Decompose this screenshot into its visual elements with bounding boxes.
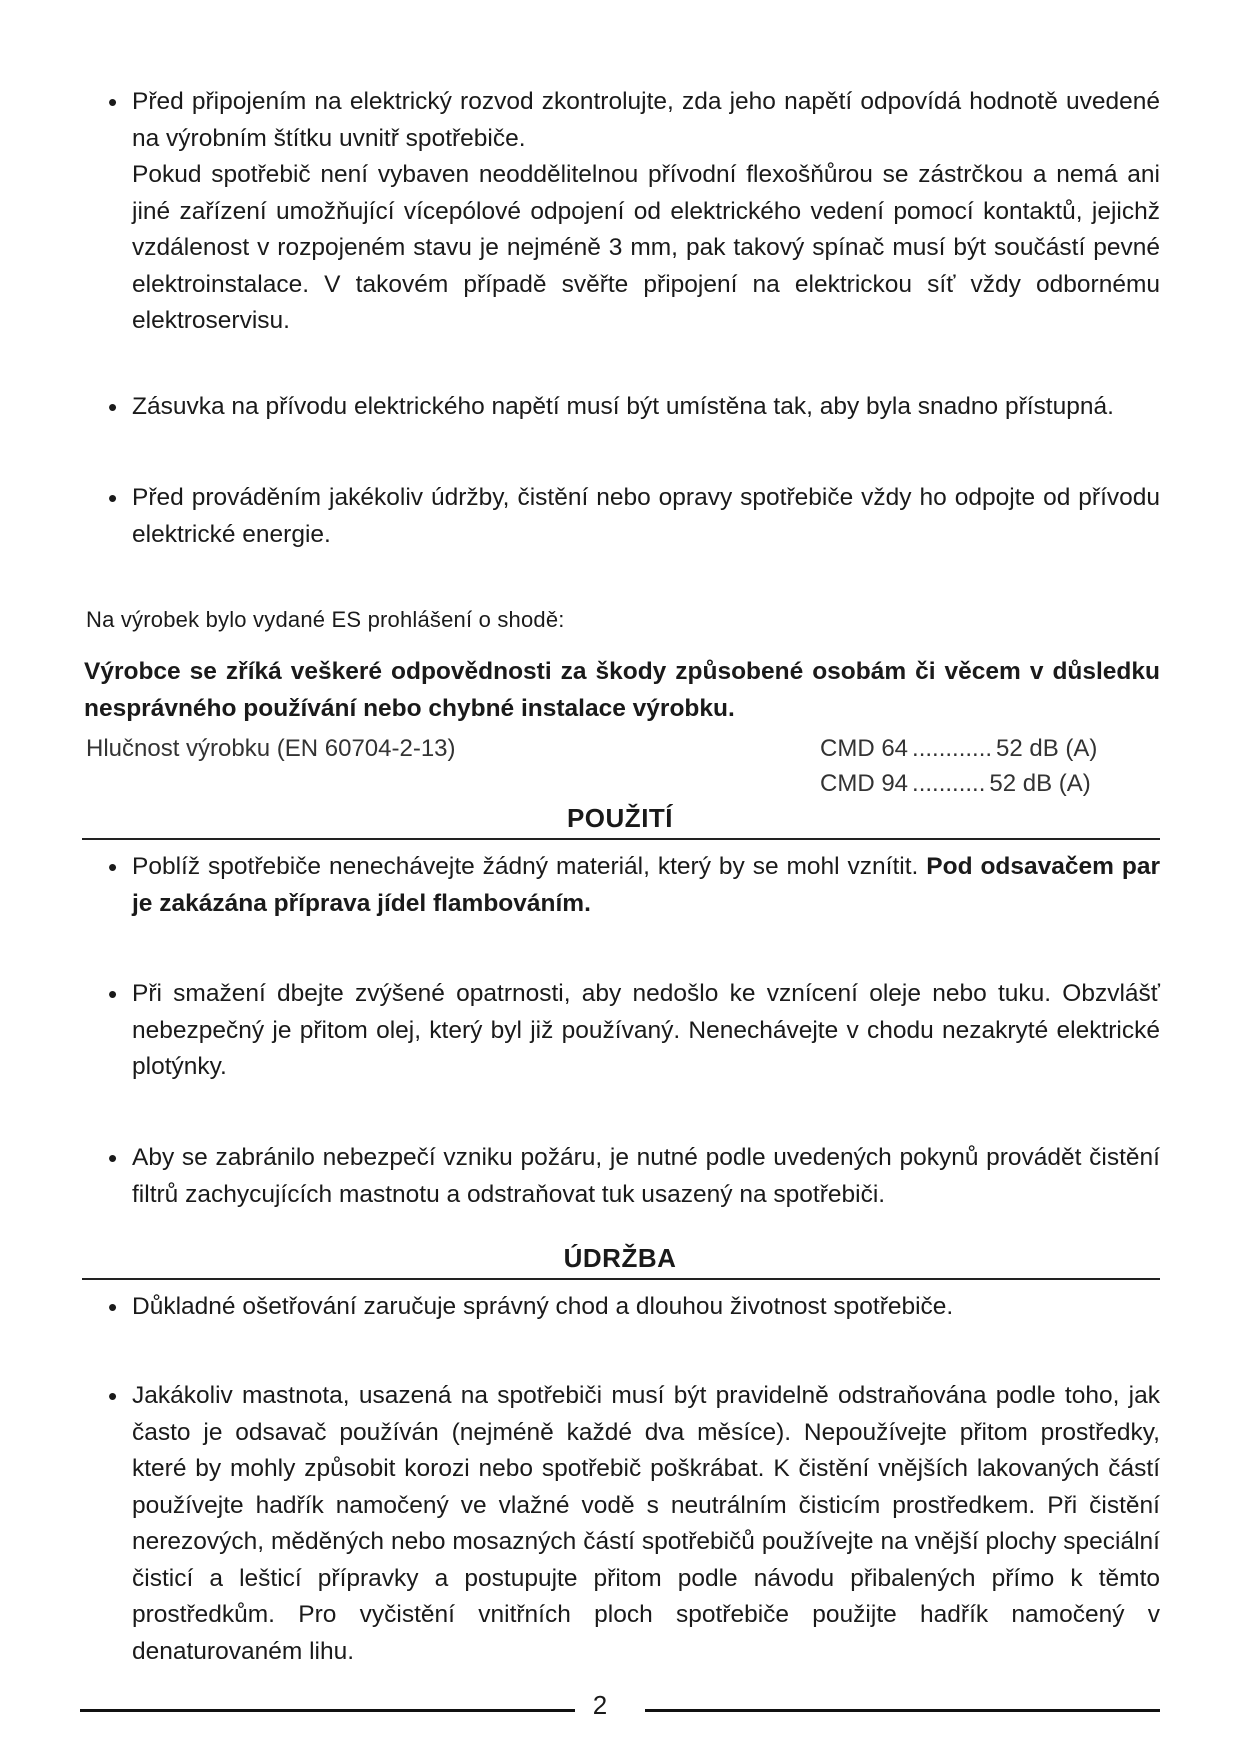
power-disconnect-text: Pokud spotřebič není vybaven neoddělitelnou přívodní flexošňůrou se zástrčkou a nemá ani jiné zařízení umožňující vícepólové odpojení od elektrického vedení pomocí kontaktů, jejichž vzdálenost v rozpojeném stavu je nejméně 3 mm, pak takový spínač musí být součástí pevné elektroinstalace. V takovém případě svěřte připojení na elektrickou síť vždy odbornému elektroservisu.: [132, 161, 1160, 334]
bullet-dot: •: [108, 483, 118, 513]
frying-text: Při smažení dbejte zvýšené opatrnosti, aby nedošlo ke vznícení oleje nebo tuku. Obzvlášť nebezpečný je přitom olej, který byl již používaný. Nenechávejte v chodu nezakryté elektrické plotýnky.: [132, 980, 1160, 1080]
noise-value: 52 dB (A): [996, 735, 1098, 762]
footer-rule-right: [645, 1709, 1160, 1712]
noise-dots: ...........: [912, 770, 986, 797]
noise-row-cmd94: [820, 770, 1091, 798]
noise-model: CMD 64: [820, 735, 909, 762]
noise-label: Hlučnost výrobku (EN 60704-2-13): [86, 735, 456, 762]
bullet-dot: •: [108, 1292, 118, 1322]
disconnect-text: Před prováděním jakékoliv údržby, čistění nebo opravy spotřebiče vždy ho odpojte od přívodu elektrické energie.: [132, 484, 1160, 548]
bullet-frying-caution: [108, 976, 1160, 1086]
flammable-text: Poblíž spotřebiče nenechávejte žádný materiál, který by se mohl vznítit.: [132, 853, 927, 880]
bullet-dot: •: [108, 1381, 118, 1411]
bullet-text: [132, 849, 1160, 922]
page-number: 2: [592, 1690, 608, 1720]
bullet-cleaning: [108, 1378, 1160, 1670]
bullet-dot: •: [108, 87, 118, 117]
noise-value: 52 dB (A): [989, 770, 1091, 797]
socket-access-text: Zásuvka na přívodu elektrického napětí musí být umístěna tak, aby byla snadno přístupná.: [132, 393, 1114, 420]
bullet-dot: •: [108, 979, 118, 1009]
maintenance-heading-rule: [82, 1278, 1160, 1280]
usage-heading: POUŽITÍ: [566, 803, 674, 833]
bullet-flammable-materials: [108, 849, 1160, 922]
bullet-dot: •: [108, 852, 118, 882]
usage-heading-rule: [82, 838, 1160, 840]
conformity-declaration: Na výrobek bylo vydané ES prohlášení o shodě:: [86, 607, 565, 632]
bullet-fire-prevention: [108, 1140, 1160, 1213]
maintenance-heading: ÚDRŽBA: [563, 1243, 677, 1273]
noise-dots: ............: [912, 735, 993, 762]
care-text: Důkladné ošetřování zaručuje správný chod a dlouhou životnost spotřebiče.: [132, 1293, 954, 1320]
bullet-dot: •: [108, 1143, 118, 1173]
bullet-care: [108, 1289, 1160, 1326]
bullet-socket-access: [108, 389, 1160, 426]
noise-model: CMD 94: [820, 770, 909, 797]
footer-rule-left: [80, 1709, 575, 1712]
bullet-text: [132, 84, 1160, 340]
fire-prevention-text: Aby se zabránilo nebezpečí vzniku požáru, je nutné podle uvedených pokynů provádět čistění filtrů zachycujících mastnotu a odstraňovat tuk usazený na spotřebiči.: [132, 1144, 1160, 1208]
power-voltage-text: Před připojením na elektrický rozvod zkontrolujte, zda jeho napětí odpovídá hodnotě uvedené na výrobním štítku uvnitř spotřebiče.: [132, 88, 1160, 152]
flambe-warning: Pod odsavačem par je zakázána příprava jídel flambováním.: [132, 853, 1160, 917]
bullet-power-check: [108, 84, 1160, 340]
bullet-dot: •: [108, 392, 118, 422]
cleaning-text: Jakákoliv mastnota, usazená na spotřebiči musí být pravidelně odstraňována podle toho, jak často je odsavač používán (nejméně každé dva měsíce). Nepoužívejte přitom prostředky, které by mohly způsobit korozi nebo spotřebič poškrábat. K čistění vnějších lakovaných částí používejte hadřík namočený ve vlažné vodě s neutrálním čisticím prostředkem. Při čistění nerezových, měděných nebo mosazných částí spotřebičů používejte na vnější plochy speciální čisticí a lešticí přípravky a postupujte přitom podle návodu přibalených přímo k těmto prostředkům. Pro vyčistění vnitřních ploch spotřebiče použijte hadřík namočený v denaturovaném lihu.: [132, 1382, 1160, 1665]
noise-row-cmd64: [820, 735, 1097, 763]
bullet-disconnect-before-maintenance: [108, 480, 1160, 553]
liability-disclaimer: Výrobce se zříká veškeré odpovědnosti za škody způsobené osobám či věcem v důsledku nesprávného používání nebo chybné instalace výrobku.: [84, 658, 1160, 722]
